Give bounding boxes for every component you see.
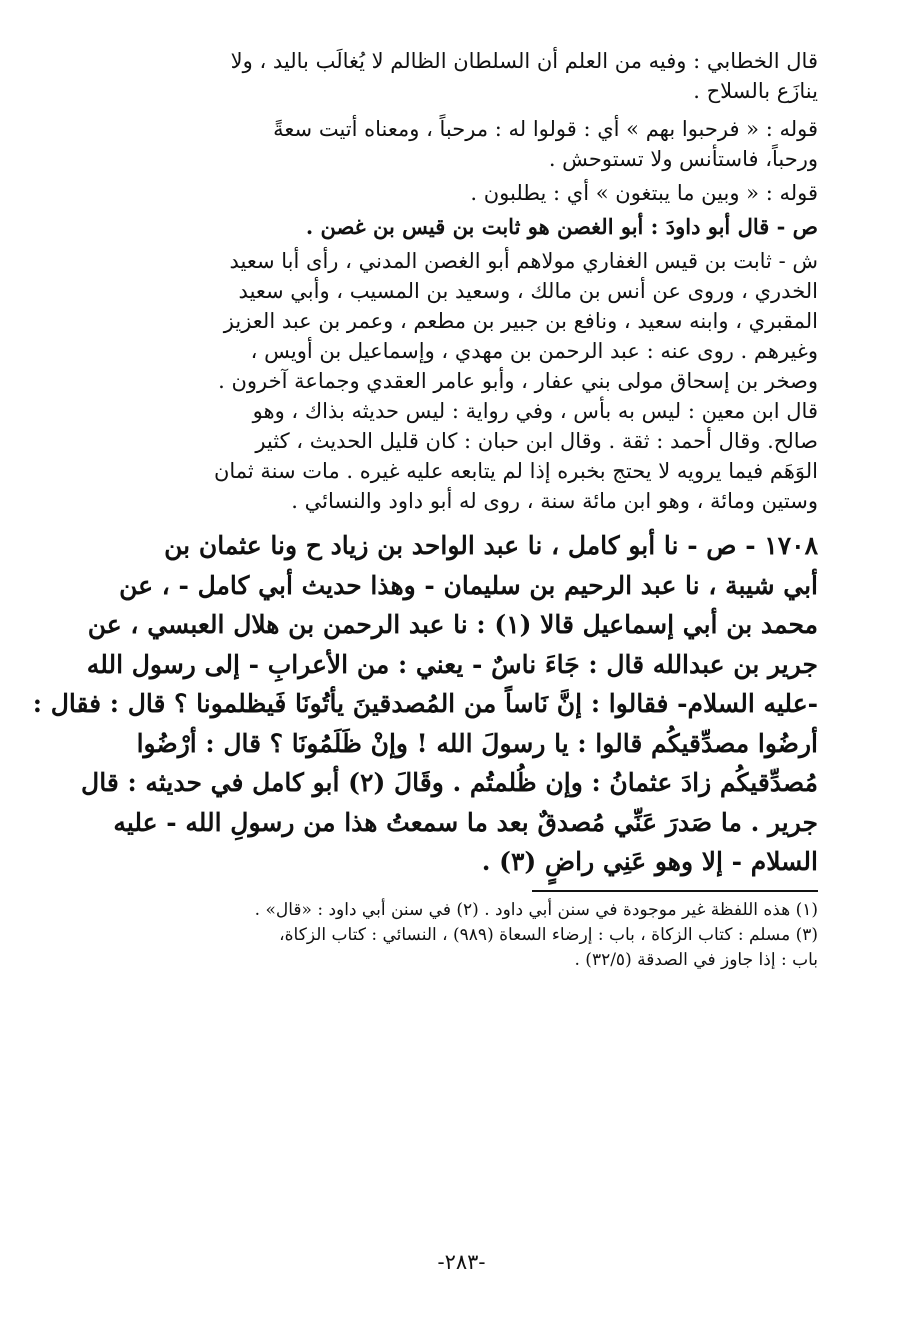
hadith-paragraph <box>32 526 818 882</box>
commentary-paragraph-farhabu <box>128 114 818 174</box>
text-line: جرير بن عبدالله قال : جَاءَ ناسٌ - يعني : من الأعرابِ - إلى رسول الله <box>86 649 818 679</box>
text-line: جرير . ما صَدرَ عَنِّي مُصدقٌ بعد ما سمعتُ هذا من رسولِ الله - عليه <box>113 807 818 837</box>
text-line: قال الخطابي : وفيه من العلم أن السلطان الظالم لا يُغالَب باليد ، ولا <box>230 49 818 73</box>
footnotes <box>128 898 818 973</box>
footnote-divider <box>532 890 818 892</box>
text-paragraph-abu-dawud <box>128 212 818 242</box>
text-line: أرضُوا مصدِّقيكُم قالوا : يا رسولَ الله ! وإنْ ظَلَمُونَا ؟ قال : أرْضُوا <box>136 728 818 758</box>
biography-paragraph <box>128 246 818 516</box>
page-number: -٢٨٣- <box>437 1250 486 1274</box>
footnote-line: باب : إذا جاوز في الصدقة (٣٢/٥) . <box>574 949 818 970</box>
text-line: أبي شيبة ، نا عبد الرحيم بن سليمان - وهذا حديث أبي كامل - ، عن <box>119 570 818 600</box>
text-line: وستين ومائة ، وهو ابن مائة سنة ، روى له أبو داود والنسائي . <box>291 489 818 513</box>
page-content <box>32 46 818 973</box>
text-line: وصخر بن إسحاق مولى بني عفار ، وأبو عامر العقدي وجماعة آخرون . <box>218 369 818 393</box>
text-line: المقبري ، وابنه سعيد ، ونافع بن جبير بن مطعم ، وعمر بن عبد العزيز <box>223 309 818 333</box>
text-line: قوله : « وبين ما يبتغون » أي : يطلبون . <box>470 181 818 205</box>
text-line: -عليه السلام- فقالوا : إنَّ نَاساً من المُصدقينَ يأتُونَا فَيظلمونا ؟ قال : فقال : <box>32 689 818 718</box>
text-line: ينازَع بالسلاح . <box>693 79 818 103</box>
text-line: الوَهَم فيما يرويه لا يحتج بخبره إذا لم يتابعه عليه غيره . مات سنة ثمان <box>213 459 818 483</box>
text-line: قوله : « فرحبوا بهم » أي : قولوا له : مرحباً ، ومعناه أتيت سعةً <box>273 117 818 141</box>
text-line: ورحباً، فاستأنس ولا تستوحش . <box>548 147 818 171</box>
text-line: محمد بن أبي إسماعيل قالا (١) : نا عبد الرحمن بن هلال العبسي ، عن <box>87 610 818 639</box>
text-line: قال ابن معين : ليس به بأس ، وفي رواية : ليس حديثه بذاك ، وهو <box>252 399 818 423</box>
text-line: ص - قال أبو داودَ : أبو الغصن هو ثابت بن قيس بن غصن . <box>305 214 818 239</box>
text-line: ش - ثابت بن قيس الغفاري مولاهم أبو الغصن المدني ، رأى أبا سعيد <box>229 249 818 273</box>
text-line: ١٧٠٨ - ص - نا أبو كامل ، نا عبد الواحد بن زياد ح ونا عثمان بن <box>164 531 818 560</box>
commentary-paragraph-yabtaghun <box>128 178 818 208</box>
text-line: السلام - إلا وهو عَنِي راضٍ (٣) . <box>481 847 818 876</box>
footnote-line: (٣) مسلم : كتاب الزكاة ، باب : إرضاء السعاة (٩٨٩) ، النسائي : كتاب الزكاة، <box>279 924 818 945</box>
text-line: الخدري ، وروى عن أنس بن مالك ، وسعيد بن المسيب ، وأبي سعيد <box>238 279 818 303</box>
commentary-paragraph-khattabi <box>128 46 818 106</box>
text-line: مُصدِّقيكُم زادَ عثمانُ : وإن ظُلمتُم . وقَالَ (٢) أبو كامل في حديثه : قال <box>81 768 818 797</box>
footnote-line: (١) هذه اللفظة غير موجودة في سنن أبي داود . (٢) في سنن أبي داود : «قال» . <box>254 899 818 920</box>
text-line: وغيرهم . روى عنه : عبد الرحمن بن مهدي ، وإسماعيل بن أويس ، <box>250 339 818 363</box>
text-line: صالح. وقال أحمد : ثقة . وقال ابن حبان : كان قليل الحديث ، كثير <box>255 429 818 453</box>
